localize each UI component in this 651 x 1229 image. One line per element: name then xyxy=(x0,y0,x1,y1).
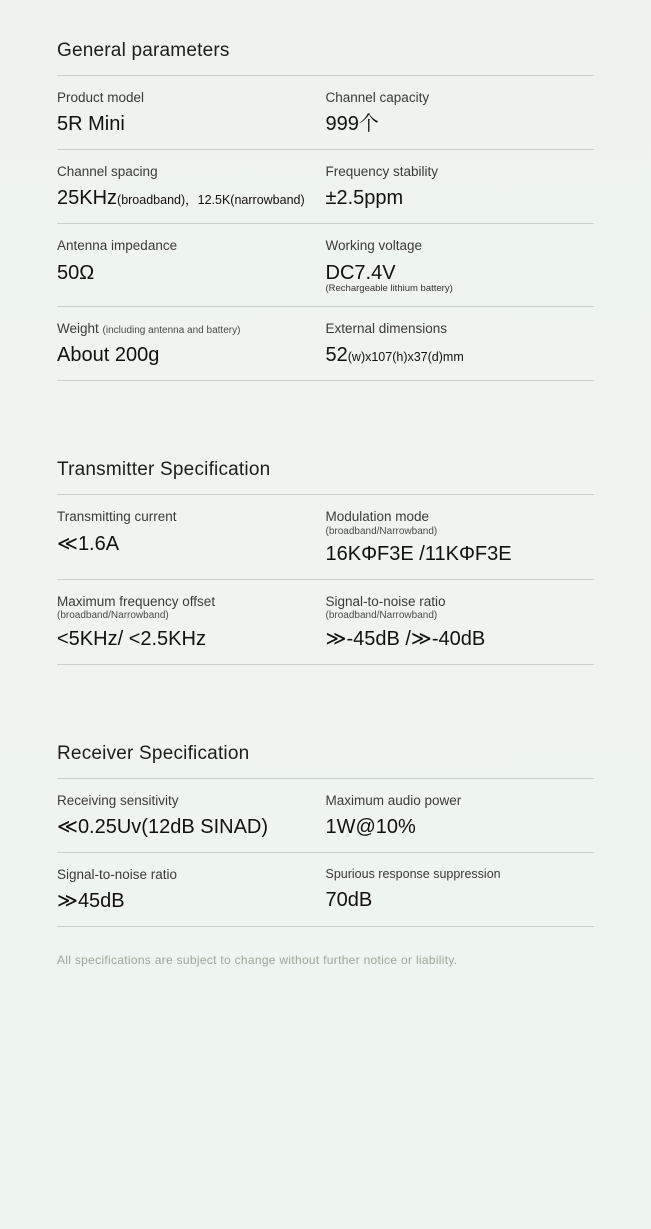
section-general-parameters xyxy=(57,0,594,381)
spec-label: Channel spacing xyxy=(57,164,158,180)
spec-row xyxy=(57,853,594,927)
spec-label: Product model xyxy=(57,90,145,105)
spec-label: Spurious response suppression xyxy=(325,866,501,881)
spec-label-note: (broadband/Narrowband) xyxy=(57,610,169,622)
spec-label: Transmitting current xyxy=(57,509,177,525)
spec-cell xyxy=(57,508,326,567)
spec-label: Maximum audio power xyxy=(325,792,462,808)
section-spacer xyxy=(57,665,594,701)
spec-row xyxy=(57,307,594,381)
section-receiver-specification xyxy=(57,701,594,927)
spec-label-note: (including antenna and battery) xyxy=(102,325,241,337)
spec-row xyxy=(57,224,594,307)
spec-label-note: (broadband/Narrowband) xyxy=(325,610,438,622)
spec-label xyxy=(57,320,318,338)
spec-row xyxy=(57,495,594,580)
spec-value-note: (Rechargeable lithium battery) xyxy=(325,282,453,294)
disclaimer-text: All specifications are subject to change without further notice or liability. xyxy=(57,953,458,968)
spec-cell xyxy=(326,163,595,211)
spec-cell xyxy=(326,792,595,840)
spec-cell xyxy=(57,89,326,137)
spec-row xyxy=(57,580,594,665)
spec-cell xyxy=(326,593,595,652)
spec-label: Signal-to-noise ratio xyxy=(325,594,446,610)
spec-label: Modulation mode xyxy=(325,509,430,525)
spec-value xyxy=(57,185,318,211)
spec-value: ≪1.6A xyxy=(57,532,120,555)
spec-label: Antenna impedance xyxy=(57,238,178,254)
section-title: Transmitter Specification xyxy=(57,417,594,495)
spec-cell xyxy=(57,593,326,652)
spec-value-note: (w)x107(h)x37(d)mm xyxy=(347,350,464,365)
spec-value-note: (broadband)，12.5K(narrowband) xyxy=(117,193,305,208)
spec-value: 70dB xyxy=(325,888,373,911)
spec-value xyxy=(326,260,587,294)
spec-cell xyxy=(57,320,326,368)
spec-label-main: Weight xyxy=(57,321,99,337)
spec-label: Signal-to-noise ratio xyxy=(57,866,178,882)
spec-value: ≫45dB xyxy=(57,890,125,913)
spec-label: External dimensions xyxy=(325,321,448,337)
spec-value-main: DC7.4V xyxy=(325,261,396,284)
spec-cell xyxy=(326,89,595,137)
spec-label: Receiving sensitivity xyxy=(57,792,179,808)
spec-value: ±2.5ppm xyxy=(325,187,404,210)
spec-value: 16KΦF3E /11KΦF3E xyxy=(325,543,512,566)
section-title: Receiver Specification xyxy=(57,701,594,779)
spec-label: Channel capacity xyxy=(325,90,430,105)
spec-cell xyxy=(57,866,326,914)
spec-value: ≫-45dB /≫-40dB xyxy=(325,627,486,650)
spec-row xyxy=(57,150,594,224)
spec-value-main: 52 xyxy=(325,344,348,367)
spec-cell xyxy=(326,866,595,914)
spec-cell xyxy=(57,163,326,211)
spec-value: 50Ω xyxy=(57,261,95,284)
spec-value-main: 25KHz xyxy=(57,187,118,210)
spec-value xyxy=(326,342,587,368)
spec-row xyxy=(57,779,594,853)
spec-label: Maximum frequency offset xyxy=(57,594,216,610)
section-title: General parameters xyxy=(57,0,594,76)
spec-cell xyxy=(326,508,595,567)
spec-value: 1W@10% xyxy=(325,815,416,838)
spec-label: Working voltage xyxy=(325,238,423,254)
spec-value: 999个 xyxy=(325,113,379,136)
spec-cell xyxy=(57,792,326,840)
spec-value: <5KHz/ <2.5KHz xyxy=(57,627,206,650)
spec-value: 5R Mini xyxy=(57,113,125,136)
spec-value: ≪0.25Uv(12dB SINAD) xyxy=(57,815,269,838)
section-transmitter-specification xyxy=(57,417,594,664)
section-spacer xyxy=(57,381,594,417)
spec-value: About 200g xyxy=(57,344,160,367)
spec-cell xyxy=(326,237,595,294)
spec-cell xyxy=(326,320,595,368)
spec-cell xyxy=(57,237,326,294)
spec-label: Frequency stability xyxy=(325,164,439,180)
spec-row xyxy=(57,76,594,150)
spec-label-note: (broadband/Narrowband) xyxy=(325,525,438,537)
